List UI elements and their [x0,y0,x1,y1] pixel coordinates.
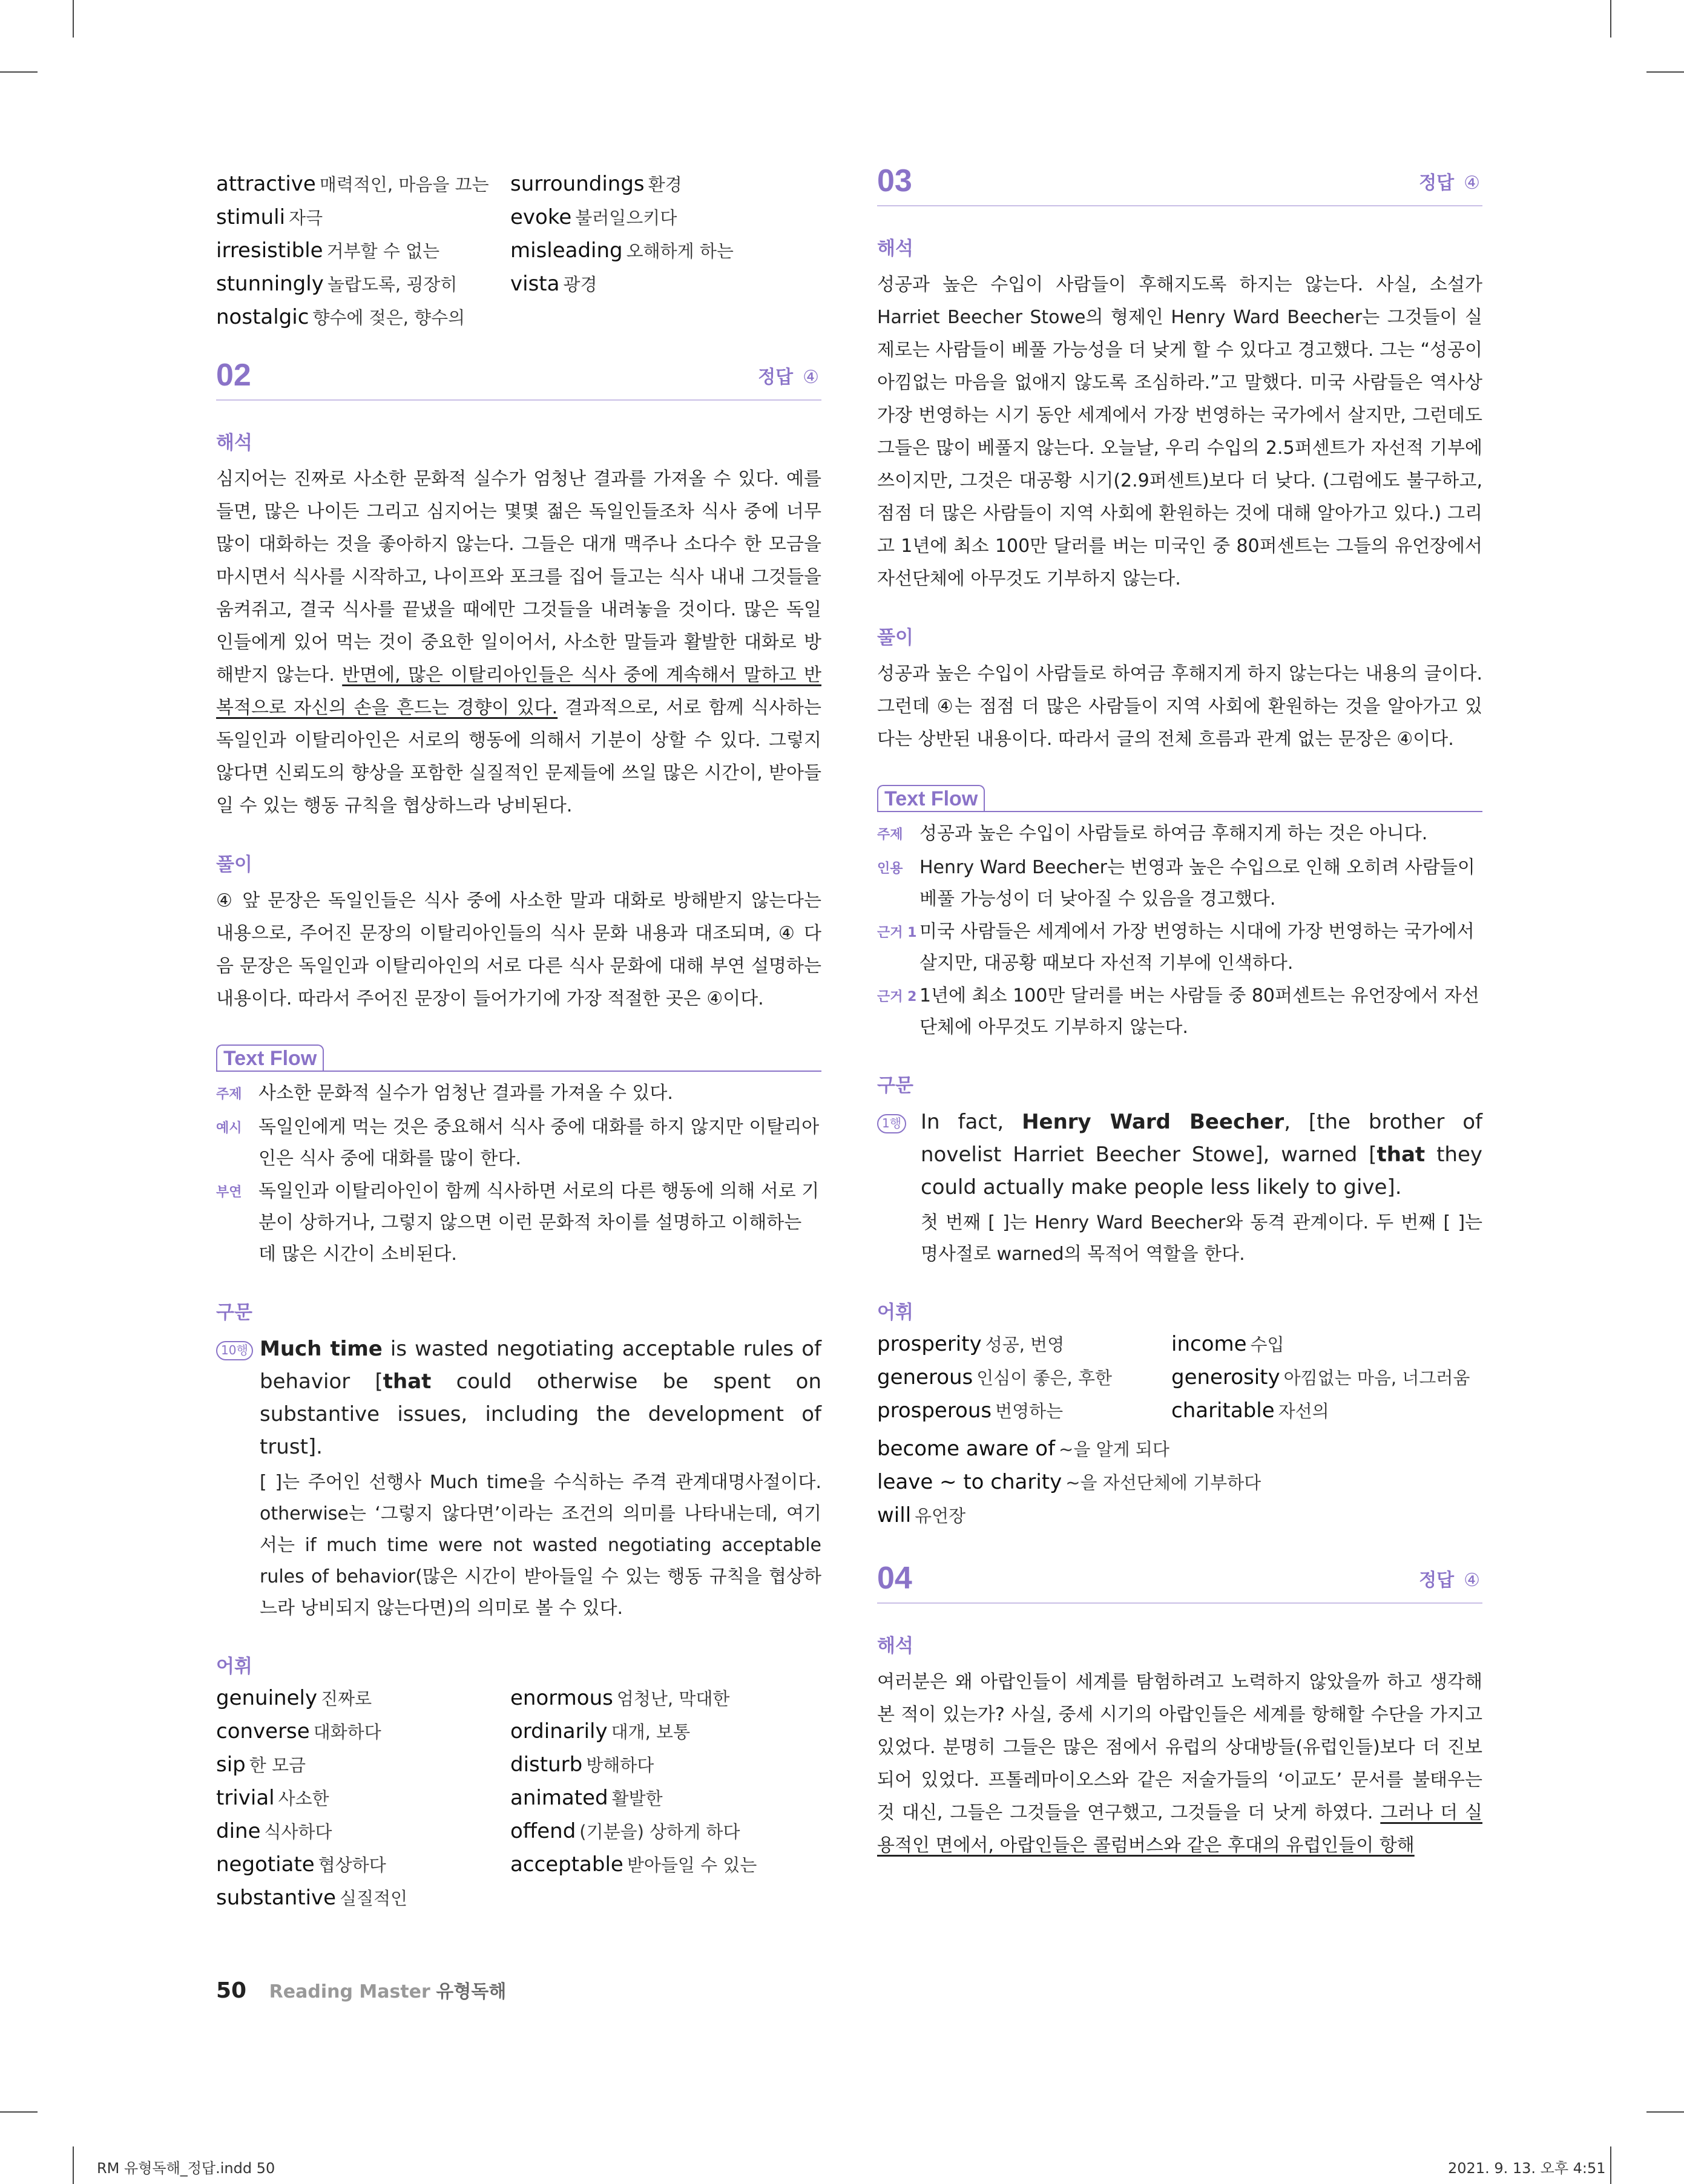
vocab-item: stimuli 자극 [216,205,323,229]
vocab-top-list [216,172,821,329]
vocab-item: sip 한 모금 [216,1753,306,1777]
section-number: 03 [877,163,912,198]
explanation-paragraph: 성공과 높은 수입이 사람들로 하여금 후해지게 하지 않는다는 내용의 글이다. 그런데 ④는 점점 더 많은 사람들이 지역 사회에 환원하는 것을 알아가고 있다는 상반된 내용이다. 따라서 글의 전체 흐름과 관계 없는 문장은 ④이다. [877,663,1482,750]
crop-mark [1610,0,1611,38]
haeseok-label: 해석 [877,1635,913,1657]
section-04-header [877,1552,1482,1604]
grammar-sentence: Much time is wasted negotiating acceptable rules of behavior [that could otherwise be spent on substantive issues, including the development of trust]. [260,1337,821,1459]
vocab-item: evoke 불러일으키다 [510,205,677,229]
vocab-item: charitable 자선의 [1171,1399,1329,1423]
answer-badge: 정답 ④ [1419,172,1480,194]
vocab-phrase-list [877,1432,1482,1532]
text-flow-item: 부연 독일인과 이탈리아인이 함께 식사하면 서로의 다른 행동에 의해 서로 기분이 상하거나, 그렇지 않으면 이런 문화적 차이를 설명하고 이해하는 데 많은 시간이 소비된다. [216,1181,820,1265]
answer-badge: 정답 ④ [1419,1570,1480,1591]
slug-date: 2021. 9. 13. 오후 4:51 [1448,2160,1606,2177]
grammar-sentence: In fact, Henry Ward Beecher, [the brother of novelist Harriet Beecher Stowe], warned [that they could actually make people less likely to give]. [921,1110,1482,1199]
section-03-header [877,154,1482,206]
haeseok-label: 해석 [877,238,913,260]
vocab-item: converse 대화하다 [216,1719,381,1743]
right-column [877,154,1482,1862]
crop-mark [73,2146,74,2184]
text-flow-rule [877,811,1482,812]
left-column [216,172,821,1910]
crop-mark [73,0,74,38]
section-number: 04 [877,1561,912,1596]
grammar-explanation: [ ]는 주어인 선행사 Much time을 수식하는 주격 관계대명사절이다. otherwise는 ‘그렇지 않다면’이라는 조건의 의미를 나타내는데, 여기서는 if much time were not wasted negotiating acceptable rules of behavior(많은 시간이 받아들일 수 있는 행동 규칙을 협상하느라 낭비되지 않는다면)의 의미로 볼 수 있다. [260,1472,821,1619]
vocab-item: disturb 방해하다 [510,1753,654,1777]
gumun-label: 구문 [216,1302,252,1323]
crop-mark [1646,71,1684,73]
haeseok-label: 해석 [216,432,252,454]
translation-paragraph: 심지어는 진짜로 사소한 문화적 실수가 엄청난 결과를 가져올 수 있다. 예를 들면, 많은 나이든 그리고 심지어는 몇몇 젊은 독일인들조차 식사 중에 너무 많이 대화하는 것을 좋아하지 않는다. 그들은 대개 맥주나 소다수 한 모금을 마시면서 식사를 시작하고, 나이프와 포크를 집어 들고는 식사 내내 그것들을 움켜쥐고, 결국 식사를 끝냈을 때에만 그것들을 내려놓을 것이다. 많은 독일인들에게 있어 먹는 것이 중요한 일이어서, 사소한 말들과 활발한 대화로 방해받지 않는다. 반면에, 많은 이탈리아인들은 식사 중에 계속해서 말하고 반복적으로 자신의 손을 흔드는 경향이 있다. 결과적으로, 서로 함께 식사하는 독일인과 이탈리아인은 서로의 행동에 의해서 기분이 상할 수 있다. 그렇지 않다면 신뢰도의 향상을 포함한 실질적인 문제들에 쓰일 많은 시간이, 받아들일 수 있는 행동 규칙을 협상하느라 낭비된다. [216,468,821,816]
vocab-list [877,1333,1482,1423]
vocab-item: become aware of ~을 알게 되다 [877,1437,1169,1461]
vocab-item: irresistible 거부할 수 없는 [216,238,440,263]
vocab-list [216,1687,821,1910]
vocab-item: genuinely 진짜로 [216,1686,372,1710]
crop-mark [0,2111,38,2113]
text-flow-item: 예시 독일인에게 먹는 것은 중요해서 식사 중에 대화를 하지 않지만 이탈리아인은 식사 중에 대화를 많이 한다. [216,1117,820,1169]
vocab-item: ordinarily 대개, 보통 [510,1719,691,1743]
vocab-item: prosperity 성공, 번영 [877,1332,1065,1356]
translation-paragraph: 성공과 높은 수입이 사람들이 후해지도록 하지는 않는다. 사실, 소설가 Harriet Beecher Stowe의 형제인 Henry Ward Beecher는 그것들이 실제로는 사람들이 베풀 가능성을 더 낮게 할 수 있다고 경고했다. 그는 “성공이 아낌없는 마음을 없애지 않도록 조심하라.”고 말했다. 미국 사람들은 역사상 가장 번영하는 시기 동안 세계에서 가장 번영하는 국가에서 살지만, 그런데도 그들은 많이 베풀지 않는다. 오늘날, 우리 수입의 2.5퍼센트가 자선적 기부에 쓰이지만, 그것은 대공황 시기(2.9퍼센트)보다 더 낮다. (그럼에도 불구하고, 점점 더 많은 사람들이 지역 사회에 환원하는 것에 대해 알아가고 있다.) 그리고 1년에 최소 100만 달러를 버는 미국인 중 80퍼센트는 그들의 유언장에서 자선단체에 아무것도 기부하지 않는다. [877,274,1482,589]
page-footer [216,1976,506,2003]
slug-file: RM 유형독해_정답.indd 50 [97,2160,275,2177]
vocab-item: enormous 엄청난, 막대한 [510,1686,730,1710]
puri-label: 풀이 [877,627,913,649]
book-title: Reading Master [269,1981,430,2002]
crop-mark [1610,2146,1611,2184]
answer-badge: 정답 ④ [758,367,819,388]
book-subtitle: 유형독해 [436,1981,507,2002]
explanation-paragraph: ④ 앞 문장은 독일인들은 식사 중에 사소한 말과 대화로 방해받지 않는다는 내용으로, 주어진 문장의 이탈리아인들의 식사 문화 내용과 대조되며, ④ 다음 문장은 독일인과 이탈리아인의 서로 다른 식사 문화에 대해 부연 설명하는 내용이다. 따라서 주어진 문장이 들어가기에 가장 적절한 곳은 ④이다. [216,890,821,1009]
vocab-item: vista 광경 [510,272,597,296]
vocab-item: acceptable 받아들일 수 있는 [510,1852,757,1877]
vocab-item: income 수입 [1171,1332,1284,1356]
crop-mark [1646,2111,1684,2113]
vocab-item: generosity 아낌없는 마음, 너그러움 [1171,1365,1470,1389]
text-flow-rule [216,1071,821,1072]
vocab-item: trivial 사소한 [216,1786,329,1810]
vocab-label: 어휘 [877,1302,913,1323]
vocab-item: stunningly 놀랍도록, 굉장히 [216,272,458,296]
section-02-header [216,349,821,401]
puri-label: 풀이 [216,854,252,876]
translation-paragraph: 여러분은 왜 아랍인들이 세계를 탐험하려고 노력하지 않았을까 하고 생각해 본 적이 있는가? 사실, 중세 시기의 아랍인들은 세계를 항해할 수단을 가지고 있었다. 분명히 그들은 많은 점에서 유럽의 상대방들(유럽인들)보다 더 진보되어 있었다. 프톨레마이오스와 같은 저술가들의 ‘이교도’ 문서를 불태우는 것 대신, 그들은 그것들을 연구했고, 그것들을 더 낫게 하였다. 그러나 더 실용적인 면에서, 아랍인들은 콜럼버스와 같은 후대의 유럽인들이 항해 [877,1671,1482,1856]
vocab-item: negotiate 협상하다 [216,1852,386,1877]
vocab-item: offend (기분을) 상하게 하다 [510,1819,740,1843]
text-flow-item: 근거 1 미국 사람들은 세계에서 가장 번영하는 시대에 가장 번영하는 국가에서 살지만, 대공황 때보다 자선적 기부에 인색하다. [877,921,1475,974]
vocab-item: misleading 오해하게 하는 [510,238,734,263]
vocab-label: 어휘 [216,1656,252,1677]
gumun-label: 구문 [877,1075,913,1097]
line-tag: 10행 [216,1341,253,1360]
text-flow-item: 인용 Henry Ward Beecher는 번영과 높은 수입으로 인해 오히려 사람들이 베풀 가능성이 더 낮아질 수 있음을 경고했다. [877,857,1475,910]
vocab-item: attractive 매력적인, 마음을 끄는 [216,172,489,196]
page-number: 50 [216,1978,247,2003]
grammar-explanation: 첫 번째 [ ]는 Henry Ward Beecher와 동격 관계이다. 두 번째 [ ]는 명사절로 warned의 목적어 역할을 한다. [921,1212,1482,1265]
text-flow-item: 주제 사소한 문화적 실수가 엄청난 결과를 가져올 수 있다. [216,1083,673,1104]
text-flow-title: Text Flow [877,785,985,811]
vocab-item: nostalgic 향수에 젖은, 향수의 [216,305,465,329]
vocab-item: leave ~ to charity ~을 자선단체에 기부하다 [877,1470,1261,1494]
text-flow-item: 근거 2 1년에 최소 100만 달러를 버는 사람들 중 80퍼센트는 유언장에서 자선 단체에 아무것도 기부하지 않는다. [877,985,1479,1038]
text-flow-item: 주제 성공과 높은 수입이 사람들로 하여금 후해지게 하는 것은 아니다. [877,823,1428,844]
section-number: 02 [216,358,251,393]
vocab-item: prosperous 번영하는 [877,1399,1064,1423]
text-flow-title: Text Flow [216,1044,324,1071]
line-tag: 1행 [877,1114,906,1133]
vocab-item: animated 활발한 [510,1786,663,1810]
vocab-item: will 유언장 [877,1503,966,1527]
vocab-item: dine 식사하다 [216,1819,332,1843]
crop-mark [0,71,38,73]
vocab-item: surroundings 환경 [510,172,682,196]
vocab-item: substantive 실질적인 [216,1886,408,1910]
grammar-note [216,1333,821,1624]
grammar-note [877,1106,1482,1270]
vocab-item: generous 인심이 좋은, 후한 [877,1365,1113,1389]
